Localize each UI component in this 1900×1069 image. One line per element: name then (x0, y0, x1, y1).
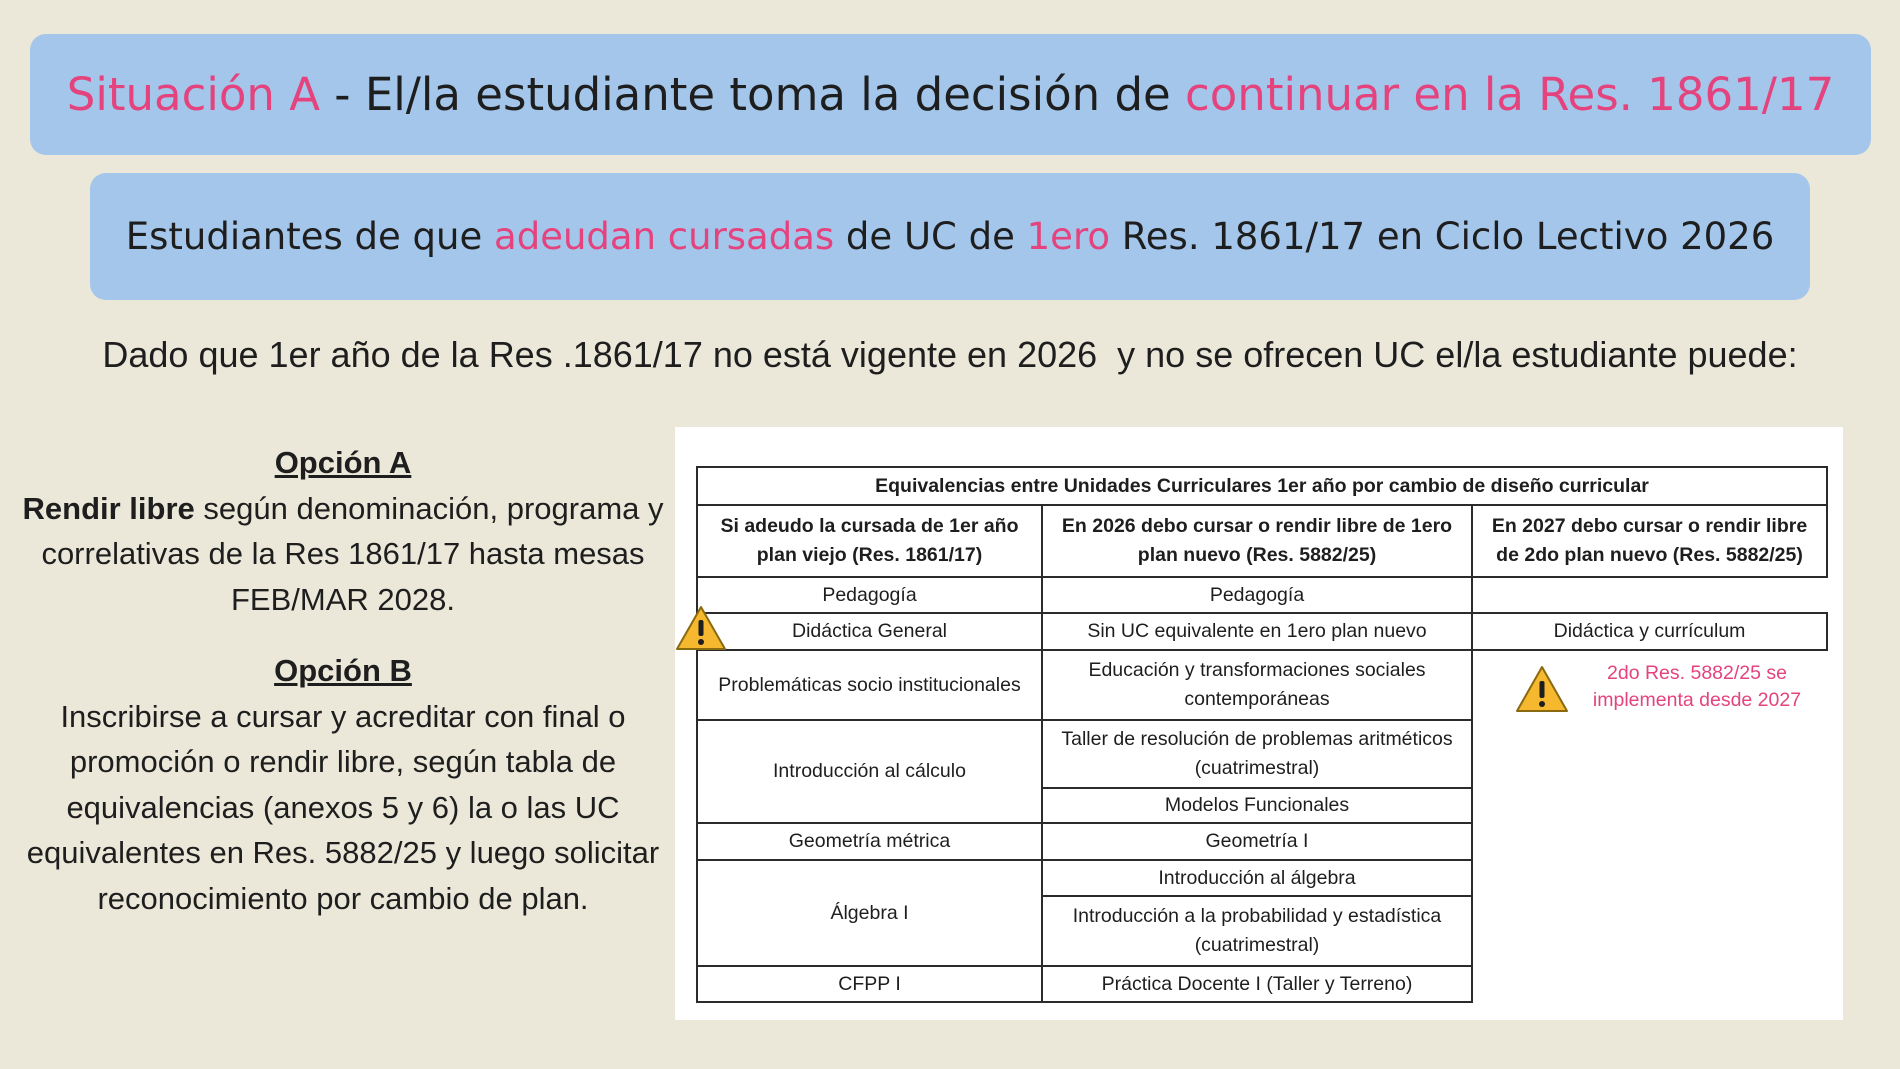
table-title: Equivalencias entre Unidades Curriculares 1er año por cambio de diseño curricular (697, 467, 1827, 505)
subtitle-part5: Res. 1861/17 en Ciclo Lectivo 2026 (1109, 215, 1775, 258)
column-header-old: Si adeudo la cursada de 1er año plan viejo (Res. 1861/17) (697, 505, 1042, 577)
warning-icon (1515, 664, 1569, 714)
subtitle-highlight-1: adeudan cursadas (494, 215, 835, 258)
cell-old: Problemáticas socio institucionales (697, 650, 1042, 720)
intro-text: Dado que 1er año de la Res .1861/17 no está vigente en 2026 y no se ofrecen UC el/la estudiante puede: (102, 334, 1798, 375)
warning-icon (675, 604, 727, 652)
option-b-text: Inscribirse a cursar y acreditar con final o promoción o rendir libre, según tabla de equivalencias (anexos 5 y 6) la o las UC equivalentes en Res. 5882/25 y luego solicitar reconocimiento por cambio de plan. (26, 698, 660, 916)
subtitle-part3: de UC de (834, 215, 1027, 258)
cell-new: Modelos Funcionales (1042, 788, 1472, 823)
option-a-text: según denominación, programa y correlativas de la Res 1861/17 hasta mesas FEB/MAR 2028. (41, 490, 664, 617)
cell-new: Práctica Docente I (Taller y Terreno) (1042, 966, 1472, 1002)
cell-old: Álgebra I (697, 860, 1042, 966)
cell-old: CFPP I (697, 966, 1042, 1002)
option-b-title: Opción B (274, 653, 412, 688)
cell-new: Taller de resolución de problemas aritméticos (cuatrimestral) (1042, 720, 1472, 788)
cell-new: Geometría I (1042, 823, 1472, 860)
implementation-note: 2do Res. 5882/25 se implementa desde 2027 (1592, 662, 1802, 711)
cell-empty (1472, 577, 1827, 613)
option-a-title: Opción A (274, 445, 412, 480)
options-column (18, 440, 668, 921)
cell-old: Didáctica General (697, 613, 1042, 650)
cell-new: Educación y transformaciones sociales contemporáneas (1042, 650, 1472, 720)
cell-new: Introducción al álgebra (1042, 860, 1472, 896)
subtitle-highlight-2: 1ero (1026, 215, 1110, 258)
title-banner (30, 34, 1871, 155)
table-header-row (697, 505, 1827, 577)
column-header-2026: En 2026 debo cursar o rendir libre de 1ero plan nuevo (Res. 5882/25) (1042, 505, 1472, 577)
option-b (18, 648, 668, 921)
column-header-2027: En 2027 debo cursar o rendir libre de 2do plan nuevo (Res. 5882/25) (1472, 505, 1827, 577)
option-a-bold: Rendir libre (22, 490, 195, 526)
subtitle-banner (90, 173, 1810, 300)
cell-old: Geometría métrica (697, 823, 1042, 860)
table-row (697, 577, 1827, 613)
cell-new: Sin UC equivalente en 1ero plan nuevo (1042, 613, 1472, 650)
cell-old: Introducción al cálculo (697, 720, 1042, 823)
table-title-row (697, 467, 1827, 505)
subtitle-part1: Estudiantes de que (125, 215, 495, 258)
cell-new: Introducción a la probabilidad y estadística (cuatrimestral) (1042, 896, 1472, 966)
cell-old: Pedagogía (697, 577, 1042, 613)
equivalence-table (696, 466, 1828, 1003)
table-row (697, 613, 1827, 650)
cell-new: Pedagogía (1042, 577, 1472, 613)
title-middle: - El/la estudiante toma la decisión de (319, 68, 1186, 121)
title-highlight: continuar en la Res. 1861/17 (1185, 68, 1835, 121)
title-situacion: Situación A (66, 68, 320, 121)
cell-2027: Didáctica y currículum (1472, 613, 1827, 650)
option-a (18, 440, 668, 622)
